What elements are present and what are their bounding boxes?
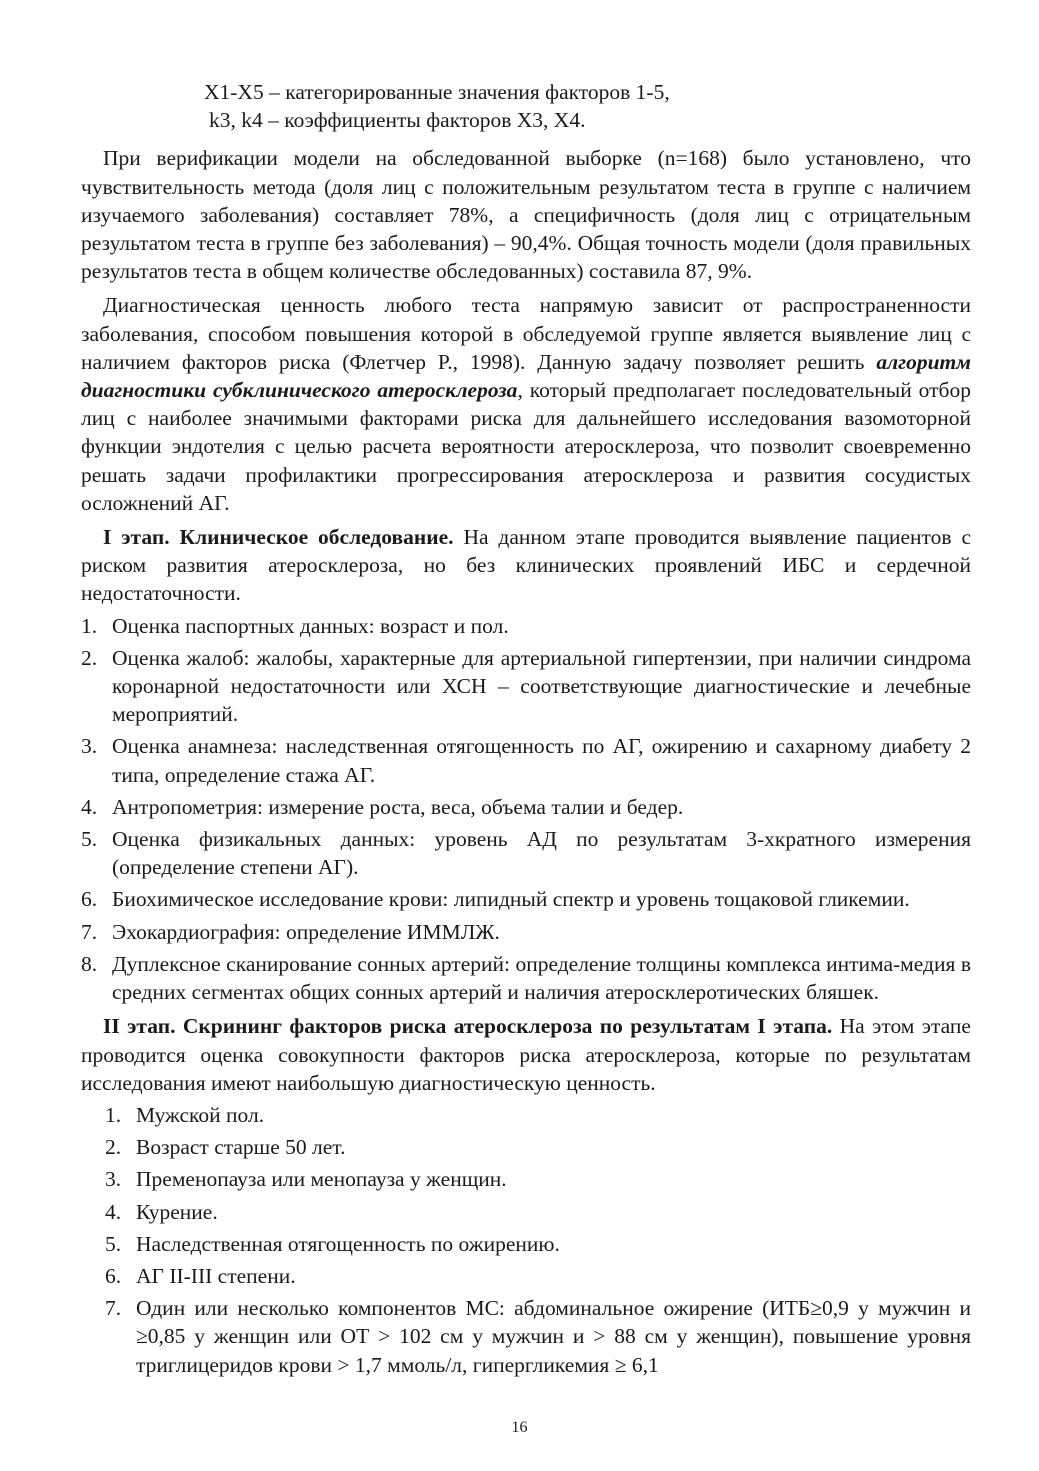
list-item	[81, 885, 971, 913]
stage-1-paragraph	[81, 523, 971, 608]
list-item-text: Мужской пол.	[136, 1102, 265, 1127]
list-item	[81, 732, 971, 788]
list-item-text: Возраст старше 50 лет.	[136, 1135, 346, 1160]
list-item-number: 4.	[81, 794, 98, 819]
list-item-text: АГ II-III степени.	[136, 1263, 296, 1288]
list-item-number: 6.	[81, 887, 98, 912]
list-item-text: Пременопауза или менопауза у женщин.	[136, 1167, 507, 1192]
list-item	[81, 1230, 971, 1258]
stage-2-paragraph	[81, 1012, 971, 1097]
list-item-number: 1.	[105, 1102, 122, 1127]
list-item-number: 3.	[81, 734, 98, 759]
list-item-text: Дуплексное сканирование сонных артерий: определение толщины комплекса интима-медия в средних сегментах общих сонных артерий и наличия атеросклеротических бляшек.	[112, 951, 971, 1005]
list-item-text: Оценка жалоб: жалобы, характерные для артериальной гипертензии, при наличии синдрома коронарной недостаточности или ХСН – соответствующие диагностические и лечебные мероприятий.	[112, 645, 971, 727]
list-item	[81, 612, 971, 640]
list-item-text: Один или несколько компонентов МС: абдоминальное ожирение (ИТБ≥0,9 у мужчин и ≥0,85 у женщин или ОТ > 102 см у мужчин и > 88 см у женщин), повышение уровня триглицеридов крови > 1,7 ммоль/л, гипергликемия ≥ 6,1	[136, 1296, 971, 1377]
list-item-number: 4.	[105, 1199, 122, 1224]
list-item	[81, 1133, 971, 1161]
list-item-number: 8.	[81, 951, 98, 976]
page-number: 16	[511, 1419, 528, 1436]
list-item	[81, 918, 971, 946]
list-item	[81, 793, 971, 821]
list-item-number: 5.	[81, 827, 98, 852]
list-item-text: Наследственная отягощенность по ожирению.	[136, 1231, 560, 1256]
list-item	[81, 1262, 971, 1290]
formula-legend-line: X1-X5 – категорированные значения факторов 1-5,	[204, 80, 670, 104]
algorithm-emphasis: алгоритм диагностики субклинического атеросклероза	[81, 349, 971, 403]
stage-2-text: На этом этапе проводится оценка совокупности факторов риска атеросклероза, которые по результатам исследования имеют наибольшую диагностическую ценность.	[81, 1014, 971, 1095]
list-item	[81, 644, 971, 729]
document-page	[81, 78, 971, 1379]
list-item-number: 3.	[105, 1167, 122, 1192]
paragraph-diagnostic-value	[81, 291, 971, 517]
list-item-number: 7.	[105, 1296, 122, 1321]
stage-2-list	[81, 1101, 971, 1379]
paragraph-text: , который предполагает последовательный отбор лиц с наиболее значимыми факторами риска для дальнейшего исследования вазомоторной функции эндотелия с целью расчета вероятности атеросклероза, что позволит своевременно решать задачи профилактики прогрессирования атеросклероза и развития сосудистых осложнений АГ.	[81, 378, 971, 515]
list-item-text: Курение.	[136, 1199, 218, 1224]
list-item	[81, 825, 971, 881]
list-item-number: 2.	[81, 645, 98, 670]
list-item-number: 6.	[105, 1263, 122, 1288]
list-item	[81, 1198, 971, 1226]
paragraph-verification: При верификации модели на обследованной выборке (n=168) было установлено, что чувствительность метода (доля лиц с положительным результатом теста в группе с наличием изучаемого заболевания) составляет 78%, а специфичность (доля лиц с отрицательным результатом теста в группе без заболевания) – 90,4%. Общая точность модели (доля правильных результатов теста в общем количестве обследованных) составила 87, 9%.	[81, 146, 971, 284]
formula-legend-line: k3, k4 – коэффициенты факторов X3, X4.	[209, 108, 586, 133]
list-item-text: Антропометрия: измерение роста, веса, объема талии и бедер.	[112, 794, 684, 819]
stage-1-heading: I этап. Клиническое обследование.	[103, 525, 454, 550]
stage-1-text: На данном этапе проводится выявление пациентов с риском развития атеросклероза, но без клинических проявлений ИБС и сердечной недостаточности.	[81, 525, 971, 606]
list-item	[81, 1294, 971, 1379]
list-item	[81, 1165, 971, 1193]
paragraph-text: Диагностическая ценность любого теста напрямую зависит от распространенности заболевания, способом повышения которой в обследуемой группе является выявление лиц с наличием факторов риска (Флетчер Р., 1998). Данную задачу позволяет решить	[81, 293, 971, 374]
list-item-number: 1.	[81, 613, 98, 638]
list-item-number: 5.	[105, 1231, 122, 1256]
stage-2-heading: II этап. Скрининг факторов риска атеросклероза по результатам I этапа.	[103, 1014, 833, 1039]
list-item-text: Эхокардиография: определение ИММЛЖ.	[112, 919, 500, 944]
list-item	[81, 1101, 971, 1129]
list-item-number: 7.	[81, 919, 98, 944]
list-item-text: Биохимическое исследование крови: липидный спектр и уровень тощаковой гликемии.	[112, 887, 910, 912]
list-item-number: 2.	[105, 1135, 122, 1160]
list-item	[81, 950, 971, 1006]
list-item-text: Оценка паспортных данных: возраст и пол.	[112, 613, 509, 638]
stage-1-list	[81, 612, 971, 1007]
list-item-text: Оценка физикальных данных: уровень АД по результатам 3-хкратного измерения (определение степени АГ).	[112, 827, 971, 880]
list-item-text: Оценка анамнеза: наследственная отягощенность по АГ, ожирению и сахарному диабету 2 типа, определение стажа АГ.	[112, 734, 971, 787]
